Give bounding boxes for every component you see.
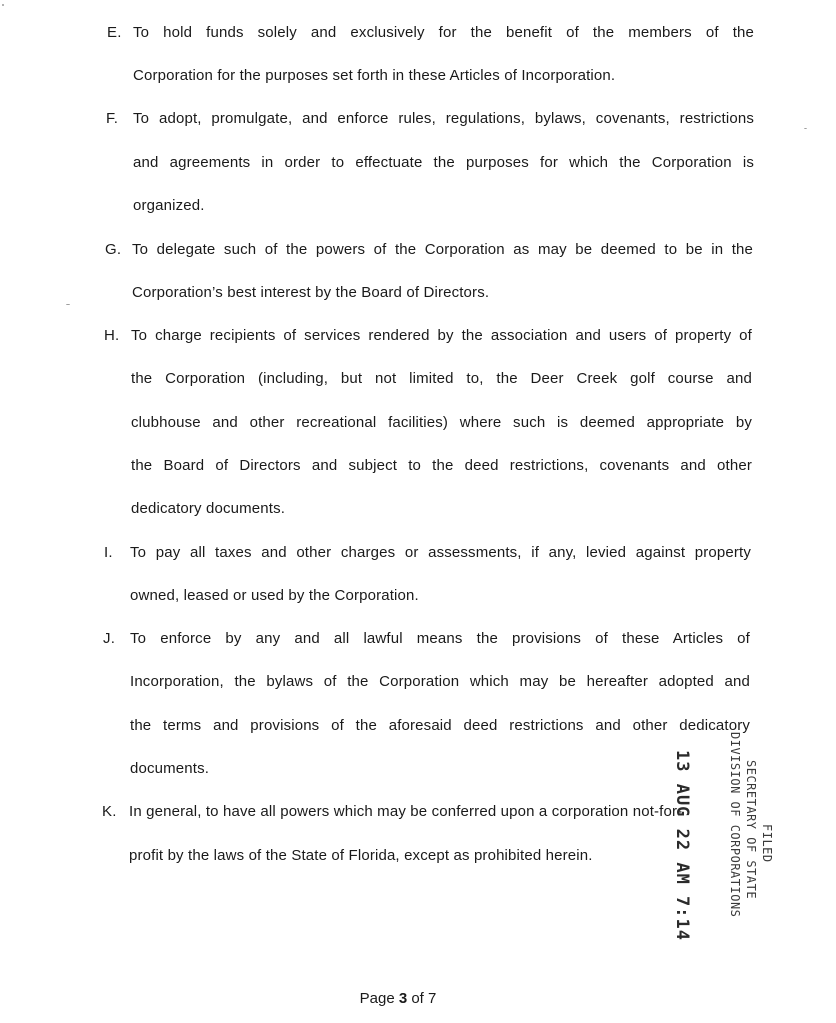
stamp-secretary-line: SECRETARY OF STATE bbox=[744, 760, 758, 900]
article-line: documents. bbox=[130, 760, 210, 777]
footer-middle: of bbox=[407, 990, 429, 1007]
article-letter: E. bbox=[107, 24, 122, 41]
article-line: and agreements in order to effectuate the purposes for which the Corporation is bbox=[133, 154, 754, 171]
article-line: Incorporation, the bylaws of the Corporation which may be hereafter adopted and bbox=[130, 673, 750, 690]
article-line: To delegate such of the powers of the Corporation as may be deemed to be in the bbox=[132, 241, 753, 258]
footer-total-pages: 7 bbox=[428, 990, 437, 1007]
article-letter: H. bbox=[104, 327, 120, 344]
article-letter: I. bbox=[104, 544, 113, 561]
stamp-filed-line: FILED bbox=[760, 824, 774, 863]
article-line: To enforce by any and all lawful means the provisions of these Articles of bbox=[130, 630, 750, 647]
article-line: organized. bbox=[133, 197, 205, 214]
footer-prefix: Page bbox=[359, 990, 399, 1007]
article-line: Corporation’s best interest by the Board of Directors. bbox=[132, 284, 490, 301]
article-letter: F. bbox=[106, 110, 119, 127]
stamp-division-line: DIVISION OF CORPORATIONS bbox=[728, 732, 742, 918]
scan-speck bbox=[2, 4, 4, 6]
filing-stamp bbox=[666, 730, 776, 950]
article-line: To charge recipients of services rendered by the association and users of property of bbox=[131, 327, 752, 344]
article-line: profit by the laws of the State of Florida, except as prohibited herein. bbox=[129, 847, 593, 864]
article-line: the Corporation (including, but not limited to, the Deer Creek golf course and bbox=[131, 370, 752, 387]
article-line: dedicatory documents. bbox=[131, 500, 286, 517]
article-line: To hold funds solely and exclusively for the benefit of the members of the bbox=[133, 24, 754, 41]
article-line: In general, to have all powers which may be conferred upon a corporation not-for- bbox=[129, 803, 683, 820]
article-line: owned, leased or used by the Corporation. bbox=[130, 587, 419, 604]
article-line: clubhouse and other recreational facilities) where such is deemed appropriate by bbox=[131, 414, 752, 431]
article-line: Corporation for the purposes set forth in these Articles of Incorporation. bbox=[133, 67, 616, 84]
footer-page-number: 3 bbox=[398, 990, 408, 1007]
scan-speck bbox=[804, 128, 807, 129]
article-line: the terms and provisions of the aforesaid deed restrictions and other dedicatory bbox=[130, 717, 750, 734]
stamp-date-line: 13 AUG 22 AM 7:14 bbox=[672, 750, 692, 941]
article-line: the Board of Directors and subject to the deed restrictions, covenants and other bbox=[131, 457, 752, 474]
article-letter: G. bbox=[105, 241, 122, 258]
scan-speck bbox=[66, 304, 70, 305]
article-letter: K. bbox=[102, 803, 117, 820]
article-line: To adopt, promulgate, and enforce rules, regulations, bylaws, covenants, restrictions bbox=[133, 110, 754, 127]
article-line: To pay all taxes and other charges or assessments, if any, levied against property bbox=[130, 544, 751, 561]
page-footer bbox=[0, 989, 796, 1009]
article-letter: J. bbox=[103, 630, 116, 647]
